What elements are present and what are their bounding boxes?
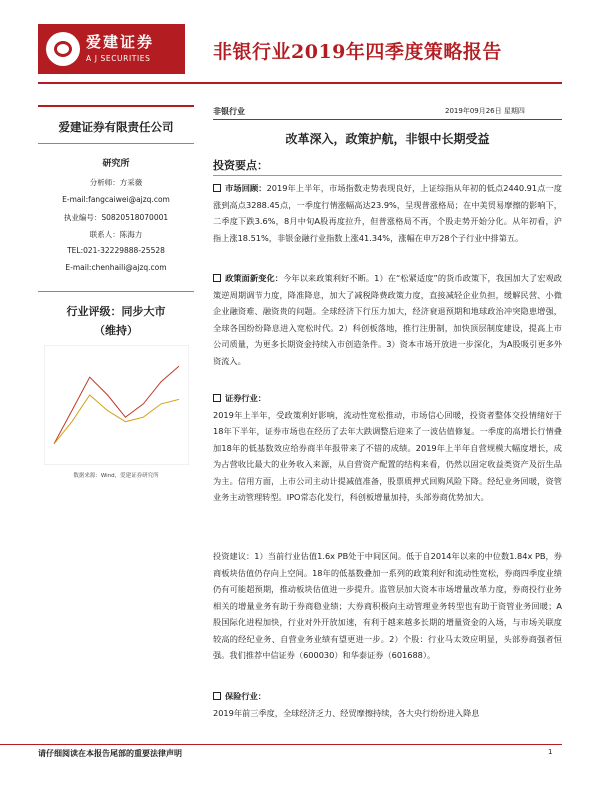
analyst-email: E-mail:fangcaiwei@ajzq.com xyxy=(62,195,170,204)
market-review-paragraph xyxy=(213,180,562,246)
rating-status: （维持） xyxy=(94,324,138,337)
key-points-divider xyxy=(213,175,562,176)
header-divider xyxy=(38,82,562,84)
footer-divider xyxy=(0,744,562,745)
department-label: 研究所 xyxy=(102,159,130,169)
investment-advice-paragraph: 投资建议：1）当前行业估值1.6x PB处于中间区间。低于自2014年以来的中位数1.84x PB，券商板块估值仍存向上空间。18年的低基数叠加一系列的政策利好和流动性宽松，券商四季度业绩仍有可能超预期，推动板块估值进一步提升。监管层加大资本市场增量改革力度，券商投行业务相关的增量业务有助于券商稳业绩；大券商积极向主动管理业务转型也有助于资管业务回暖；A股国际化进程加快，行业对外开放加速，有利于越来越多长期的增量资金的入场，与市场关联度较高的经纪业务、自营业务业绩有望更进一步。2）个股：行业马太效应明显，头部券商强者恒强。我们推荐中信证券（600030）和华泰证券（601688）。 xyxy=(213,551,562,660)
divider xyxy=(38,291,194,292)
analyst-license: 执业编号：S0820518070001 xyxy=(63,213,169,222)
panel-top-border xyxy=(38,105,194,107)
chart-frame xyxy=(44,345,189,465)
analyst-name: 分析师：方采薇 xyxy=(89,178,143,187)
logo-english-name: A J SECURITIES xyxy=(86,54,151,63)
securities-paragraph xyxy=(213,390,562,506)
contact-tel: TEL:021-32229888-25528 xyxy=(67,246,165,255)
index-chart xyxy=(44,345,189,465)
key-points-heading: 投资要点： xyxy=(213,159,268,172)
company-logo xyxy=(38,24,185,74)
chart-source: 数据来源：Wind，爱建证券研究所 xyxy=(73,473,159,479)
section-label: 非银行业 xyxy=(213,107,245,116)
checkbox-bullet-icon xyxy=(213,184,221,192)
contact-name: 联系人：陈海力 xyxy=(89,230,143,239)
section-divider xyxy=(213,119,562,120)
industry-rating: 行业评级：同步大市 xyxy=(66,305,166,318)
checkbox-bullet-icon xyxy=(213,274,221,282)
report-subtitle: 改革深入，政策护航，非银中长期受益 xyxy=(285,132,490,146)
logo-chinese-name: 爱建证券 xyxy=(86,33,155,51)
checkbox-bullet-icon xyxy=(213,394,221,402)
logo-mark-icon xyxy=(46,32,80,66)
contact-email: E-mail:chenhaili@ajzq.com xyxy=(65,263,167,272)
policy-paragraph xyxy=(213,270,562,369)
divider xyxy=(38,143,194,144)
market-review-label: 市场回顾： xyxy=(225,183,267,193)
securities-text: 2019年上半年，受政策利好影响，流动性宽松推动，市场信心回暖，投资者整体交投情绪好于18年下半年，证券市场也在经历了去年大跌调整后迎来了一波估值修复。一季度的高增长行情叠加18年的低基数效应给券商半年报带来了不错的成绩。2019年上半年自营规模大幅度增长，成为占营收比最大的业务收入来源，从自营资产配置的结构来看，仍然以固定收益类资产及衍生品为主。信用方面，上市公司主动计提减值准备，股票质押式回购风险下降。经纪业务回暖，资管业务主动管理转型。IPO常态化发行，科创板增量加持，头部券商优势加大。 xyxy=(213,409,562,502)
securities-label: 证券行业： xyxy=(225,393,266,403)
left-info-panel xyxy=(38,105,194,750)
insurance-text: 2019年前三季度，全球经济乏力、经贸摩擦持续，各大央行纷纷进入降息 xyxy=(213,707,480,718)
page-number: 1 xyxy=(548,748,553,756)
insurance-label: 保险行业： xyxy=(225,691,266,701)
report-title: 非银行业2019年四季度策略报告 xyxy=(213,41,502,63)
report-date: 2019年09月26日 星期四 xyxy=(445,107,525,115)
company-name: 爱建证券有限责任公司 xyxy=(58,120,174,134)
checkbox-bullet-icon xyxy=(213,692,221,700)
policy-text: 今年以来政策利好不断。1）在“松紧适度”的货币政策下，我国加大了宏观政策逆周期调节力度，降准降息，加大了减税降费政策力度，直接减轻企业负担，缓解民营、小微企业融资难、融资贵的问题。全球经济下行压力加大，经济衰退预期和地球政治冲突隐患增强，全球各国纷纷降息进入宽松时代。2）科创板落地，推行注册制，加快顶层制度建设，提高上市公司质量，为更多长期资金持续入市创造条件。3）资本市场开放进一步深化，为A股吸引更多外资流入。 xyxy=(213,273,562,366)
policy-label: 政策面新变化： xyxy=(225,273,284,283)
insurance-paragraph xyxy=(213,688,562,721)
legal-disclaimer: 请仔细阅读在本报告尾部的重要法律声明 xyxy=(38,749,182,758)
market-review-text: 2019年上半年，市场指数走势表现良好，上证综指从年初的低点2440.91点一度涨到高点3288.45点，一季度行情涨幅高达23.9%，呈现普涨格局；在中美贸易摩擦的影响下，二季度下跌3.6%，8月中旬A股再度拉升，但普涨格局不再，个股走势开始分化。从年初看，沪指上涨18.51%，非银金融行业指数上涨41.34%，涨幅在申万28个子行业中排第五。 xyxy=(213,183,562,243)
